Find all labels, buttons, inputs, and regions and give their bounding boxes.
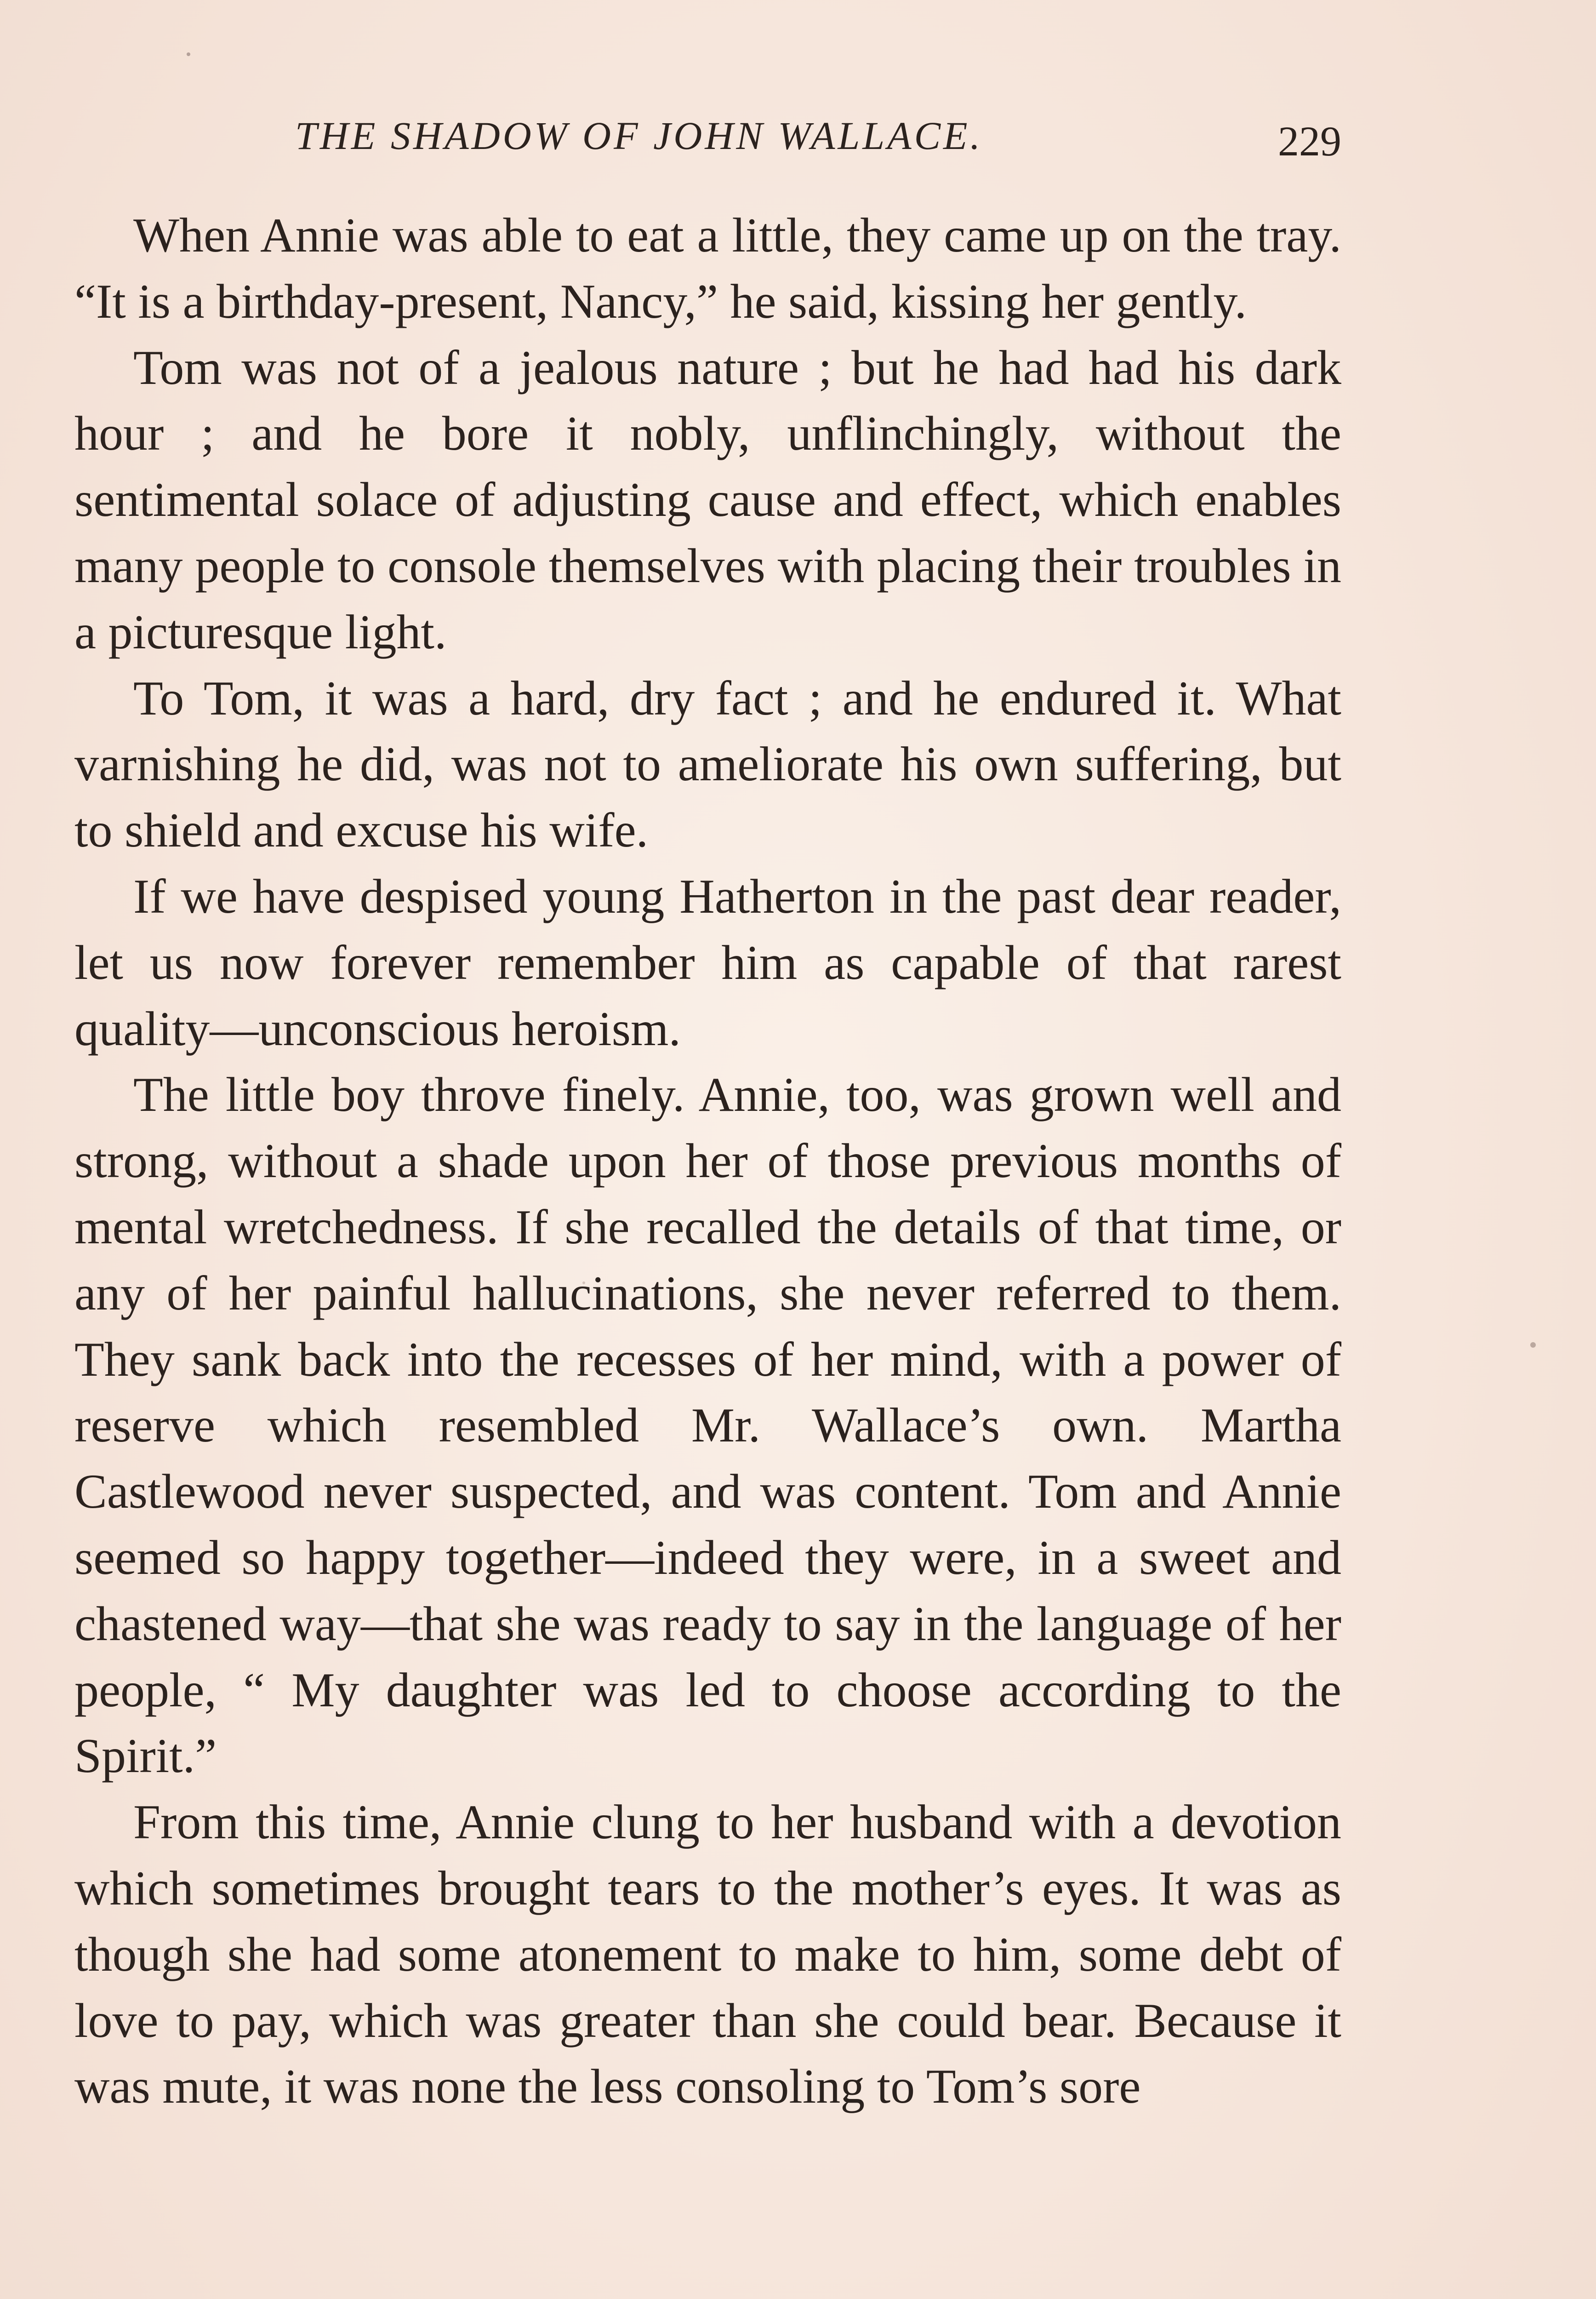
- page-number: 229: [1278, 118, 1341, 165]
- paragraph: Tom was not of a jealous nature ; but he had had his dark hour ; and he bore it nobly, unflinchingly, without the sentimental solace of adjusting cause and effect, which enables many people to console themselves with placing their troubles in a picturesque light.: [74, 340, 1341, 659]
- paragraph: From this time, Annie clung to her husband with a devotion which sometimes brought tears to the mother’s eyes. It was as though she had some atonement to make to him, some debt of love to pay, which was greater than she could bear. Because it was mute, it was none the less consoling to Tom’s sore: [74, 1795, 1341, 2114]
- paragraph: To Tom, it was a hard, dry fact ; and he endured it. What varnishing he did, was not to ameliorate his own suffering, but to shield and excuse his wife.: [74, 671, 1341, 858]
- paragraph: The little boy throve finely. Annie, too, was grown well and strong, without a shade upon her of those previous months of mental wretchedness. If she recalled the details of that time, or any of her painful hallucinations, she never referred to them. They sank back into the recesses of her mind, with a power of reserve which resembled Mr. Wallace’s own. Martha Castlewood never suspected, and was content. Tom and Annie seemed so happy together—indeed they were, in a sweet and chastened way—that she was ready to say in the language of her people, “ My daughter was led to choose according to the Spirit.”: [74, 1068, 1341, 1783]
- paragraph: When Annie was able to eat a little, they came up on the tray. “It is a birthday-present, Nancy,” he said, kissing her gently.: [74, 208, 1341, 328]
- body-text: [74, 202, 1341, 2120]
- paragraph: If we have despised young Hatherton in the past dear reader, let us now forever remember him as capable of that rarest quality—unconscious heroism.: [74, 869, 1341, 1056]
- running-title: THE SHADOW OF JOHN WALLACE.: [295, 114, 983, 158]
- running-head: [74, 108, 1341, 163]
